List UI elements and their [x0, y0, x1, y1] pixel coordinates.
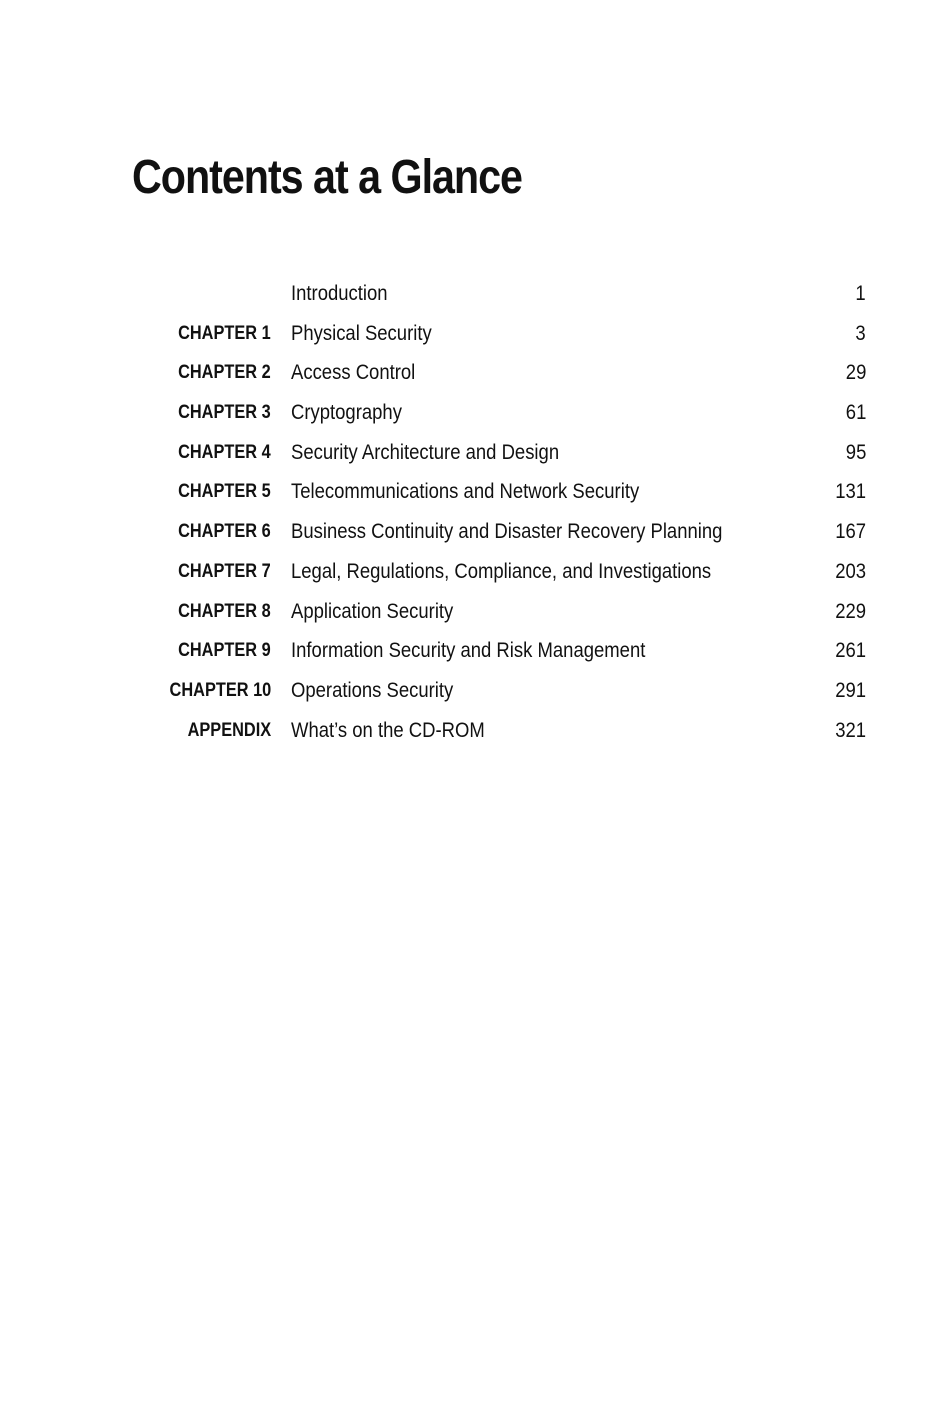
toc-entry-label: CHAPTER 8	[178, 600, 271, 622]
toc-entry-title: Operations Security	[291, 678, 454, 702]
toc-entry-page: 167	[835, 520, 866, 544]
toc-entry-title: Cryptography	[291, 401, 402, 425]
toc-entry-label: CHAPTER 2	[178, 362, 271, 384]
toc-entry-page: 203	[835, 559, 866, 583]
toc-entry-label: CHAPTER 6	[178, 521, 271, 543]
toc-entry-appendix[interactable]	[140, 711, 866, 751]
toc-entry-chapter-4[interactable]	[140, 433, 866, 473]
toc-entry-page: 61	[845, 401, 866, 425]
toc-entry-page: 3	[855, 321, 866, 345]
toc-entry-page: 131	[835, 480, 866, 504]
toc-entry-title: Security Architecture and Design	[291, 440, 560, 464]
toc-entry-introduction[interactable]	[140, 274, 866, 314]
toc-entry-label: CHAPTER 1	[178, 322, 271, 344]
toc-entry-title: Introduction	[291, 282, 388, 305]
toc-entry-chapter-10[interactable]	[140, 671, 866, 711]
toc-entry-label: CHAPTER 9	[178, 640, 271, 662]
toc-entry-page: 29	[845, 361, 866, 385]
toc-entry-label: CHAPTER 4	[178, 441, 271, 463]
toc-entry-title: Telecommunications and Network Security	[291, 480, 640, 504]
toc-entry-chapter-6[interactable]	[140, 512, 866, 552]
toc-entry-title: Physical Security	[291, 321, 432, 345]
toc-entry-chapter-5[interactable]	[140, 472, 866, 512]
page-title: Contents at a Glance	[132, 151, 522, 204]
toc-entry-title: Access Control	[291, 361, 416, 385]
toc-entry-label: CHAPTER 3	[178, 402, 271, 424]
toc-entry-label: CHAPTER 7	[178, 560, 271, 582]
toc-entry-page: 321	[835, 718, 866, 742]
table-of-contents	[140, 274, 866, 750]
toc-entry-chapter-7[interactable]	[140, 552, 866, 592]
toc-entry-label: APPENDIX	[187, 719, 271, 741]
toc-entry-page: 95	[845, 440, 866, 464]
toc-entry-chapter-9[interactable]	[140, 631, 866, 671]
toc-entry-page: 229	[835, 599, 866, 623]
toc-entry-title: Information Security and Risk Management	[291, 639, 646, 663]
toc-entry-page: 261	[835, 639, 866, 663]
toc-entry-chapter-8[interactable]	[140, 592, 866, 632]
toc-entry-title: Legal, Regulations, Compliance, and Investigations	[291, 559, 712, 583]
toc-entry-title: Application Security	[291, 599, 454, 623]
toc-entry-chapter-2[interactable]	[140, 353, 866, 393]
toc-entry-chapter-3[interactable]	[140, 393, 866, 433]
toc-entry-page: 291	[835, 678, 866, 702]
toc-entry-label: CHAPTER 10	[169, 679, 271, 701]
toc-entry-title: Business Continuity and Disaster Recovery Planning	[291, 520, 723, 544]
toc-entry-chapter-1[interactable]	[140, 314, 866, 354]
toc-entry-title: What’s on the CD-ROM	[291, 718, 485, 742]
toc-entry-page: 1	[855, 282, 866, 305]
toc-entry-label: CHAPTER 5	[178, 481, 271, 503]
